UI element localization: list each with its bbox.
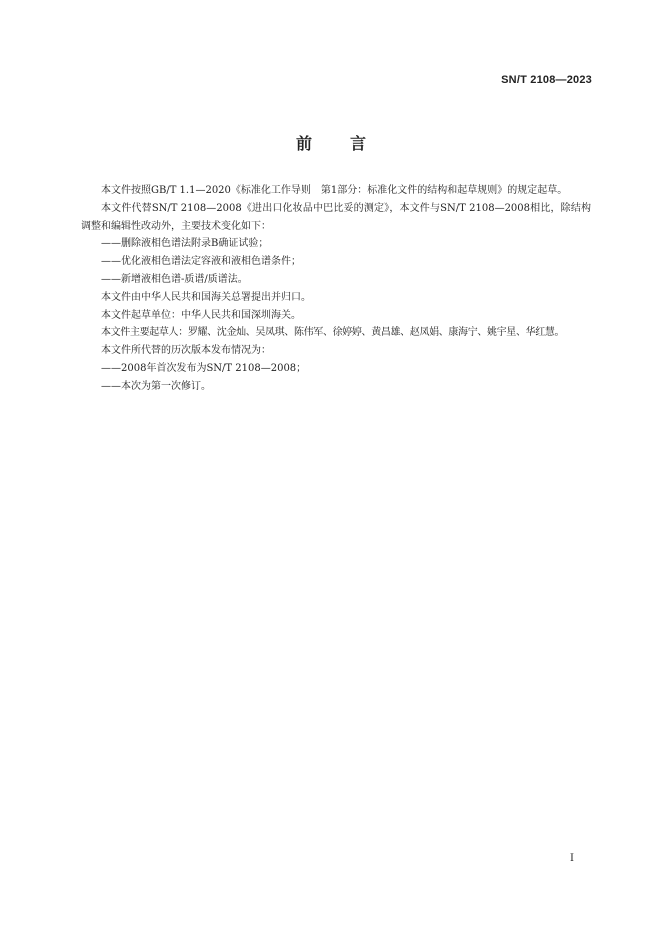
paragraph-drafters: 本文件主要起草人：罗耀、沈金灿、吴凤琪、陈伟军、徐婷婷、黄昌雄、赵凤娟、康海宁、姚宇星、华红慧。 xyxy=(101,327,565,339)
page-number: I xyxy=(570,853,574,864)
list-item-history-2: ——本次为第一次修订。 xyxy=(101,380,211,392)
paragraph-replaces: 本文件代替SN/T 2108—2008《进出口化妆品中巴比妥的测定》，本文件与SN/T 2108—2008相比，除结构调整和编辑性改动外，主要技术变化如下： xyxy=(81,202,591,232)
list-item-change-2: ——优化液相色谱法定容液和液相色谱条件； xyxy=(101,256,301,268)
paragraph-drafting-unit: 本文件起草单位：中华人民共和国深圳海关。 xyxy=(101,309,301,321)
foreword-body xyxy=(81,182,591,396)
document-code: SN/T 2108—2023 xyxy=(501,74,592,86)
title-char-2: 言 xyxy=(350,134,367,153)
title-char-1: 前 xyxy=(295,134,312,153)
paragraph-history-intro: 本文件所代替的历次版本发布情况为： xyxy=(101,345,271,357)
page-title xyxy=(0,131,662,154)
list-item-change-3: ——新增液相色谱-质谱/质谱法。 xyxy=(101,273,248,285)
list-item-change-1: ——删除液相色谱法附录B确证试验； xyxy=(101,238,269,250)
paragraph-proposer: 本文件由中华人民共和国海关总署提出并归口。 xyxy=(101,291,311,303)
list-item-history-1: ——2008年首次发布为SN/T 2108—2008； xyxy=(101,362,307,374)
paragraph-drafting-rules: 本文件按照GB/T 1.1—2020《标准化工作导则 第1部分：标准化文件的结构和起草规则》的规定起草。 xyxy=(101,185,568,196)
